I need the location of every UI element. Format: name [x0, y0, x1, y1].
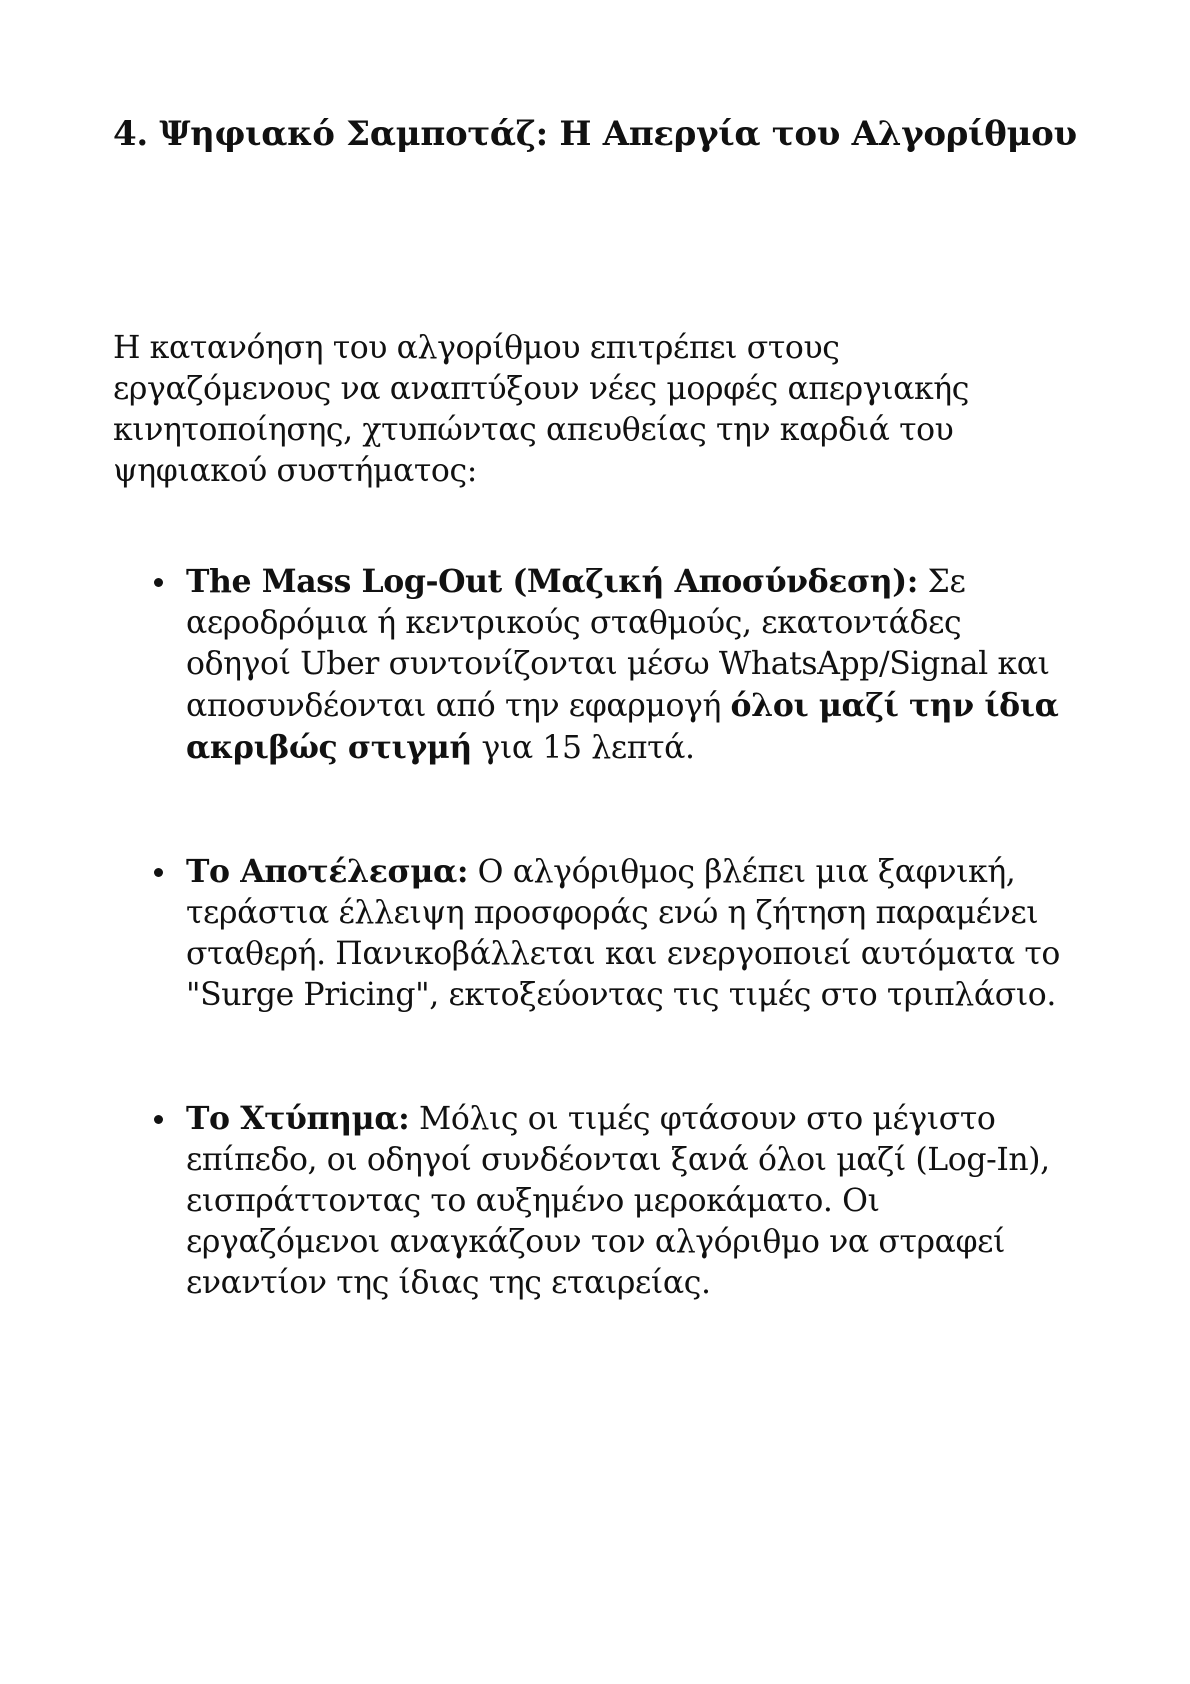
bullet-dot-icon: [154, 868, 163, 877]
bullet-line: [186, 561, 1110, 603]
bullet-list: [150, 561, 1110, 1304]
intro-line: κινητοποίησης, χτυπώντας απευθείας την καρδιά του: [113, 412, 954, 448]
bullet-dot-icon: [154, 1115, 163, 1124]
bullet-line: σταθερή. Πανικοβάλλεται και ενεργοποιεί αυτόματα το: [186, 936, 1060, 972]
bullet-line: εργαζόμενοι αναγκάζουν τον αλγόριθμο να στραφεί: [186, 1224, 1006, 1260]
intro-line: εργαζόμενους να αναπτύξουν νέες μορφές απεργιακής: [113, 371, 970, 407]
section-heading: 4. Ψηφιακό Σαμποτάζ: Η Απεργία του Αλγορίθμου: [113, 114, 1077, 154]
bullet-label: Το Αποτέλεσμα:: [186, 853, 469, 890]
bullet-text: Σε: [918, 564, 966, 600]
bullet-line: εισπράττοντας το αυξημένο μεροκάματο. Οι: [186, 1183, 880, 1219]
bullet-line: [186, 1098, 1110, 1140]
bullet-label: Το Χτύπημα:: [186, 1100, 410, 1137]
bullet-text: Ο αλγόριθμος βλέπει μια ξαφνική,: [468, 854, 1016, 890]
bullet-emphasis: όλοι μαζί την ίδια: [730, 687, 1059, 724]
bullet-strike: [150, 1098, 1110, 1304]
bullet-label: The Mass Log-Out (Μαζική Αποσύνδεση):: [186, 563, 919, 600]
bullet-result: [150, 851, 1110, 1016]
bullet-line: [186, 851, 1110, 893]
bullet-line: [186, 727, 1110, 769]
intro-paragraph: [113, 328, 1093, 492]
bullet-text: αποσυνδέονται από την εφαρμογή: [186, 688, 731, 724]
bullet-line: εναντίον της ίδιας της εταιρείας.: [186, 1265, 711, 1301]
bullet-emphasis: ακριβώς στιγμή: [186, 729, 472, 766]
intro-line: Η κατανόηση του αλγορίθμου επιτρέπει στους: [113, 330, 840, 366]
bullet-line: αεροδρόμια ή κεντρικούς σταθμούς, εκατοντάδες: [186, 605, 962, 641]
bullet-line: [186, 685, 1110, 727]
intro-line: ψηφιακού συστήματος:: [113, 453, 477, 489]
bullet-line: "Surge Pricing", εκτοξεύοντας τις τιμές στο τριπλάσιο.: [186, 977, 1056, 1013]
bullet-line: οδηγοί Uber συντονίζονται μέσω WhatsApp/Signal και: [186, 646, 1050, 682]
bullet-line: επίπεδο, οι οδηγοί συνδέονται ξανά όλοι μαζί (Log-In),: [186, 1142, 1050, 1178]
bullet-line: τεράστια έλλειψη προσφοράς ενώ η ζήτηση παραμένει: [186, 895, 1039, 931]
bullet-text: για 15 λεπτά.: [471, 730, 695, 766]
bullet-text: Μόλις οι τιμές φτάσουν στο μέγιστο: [409, 1101, 996, 1137]
bullet-dot-icon: [154, 578, 163, 587]
bullet-mass-logout: [150, 561, 1110, 769]
